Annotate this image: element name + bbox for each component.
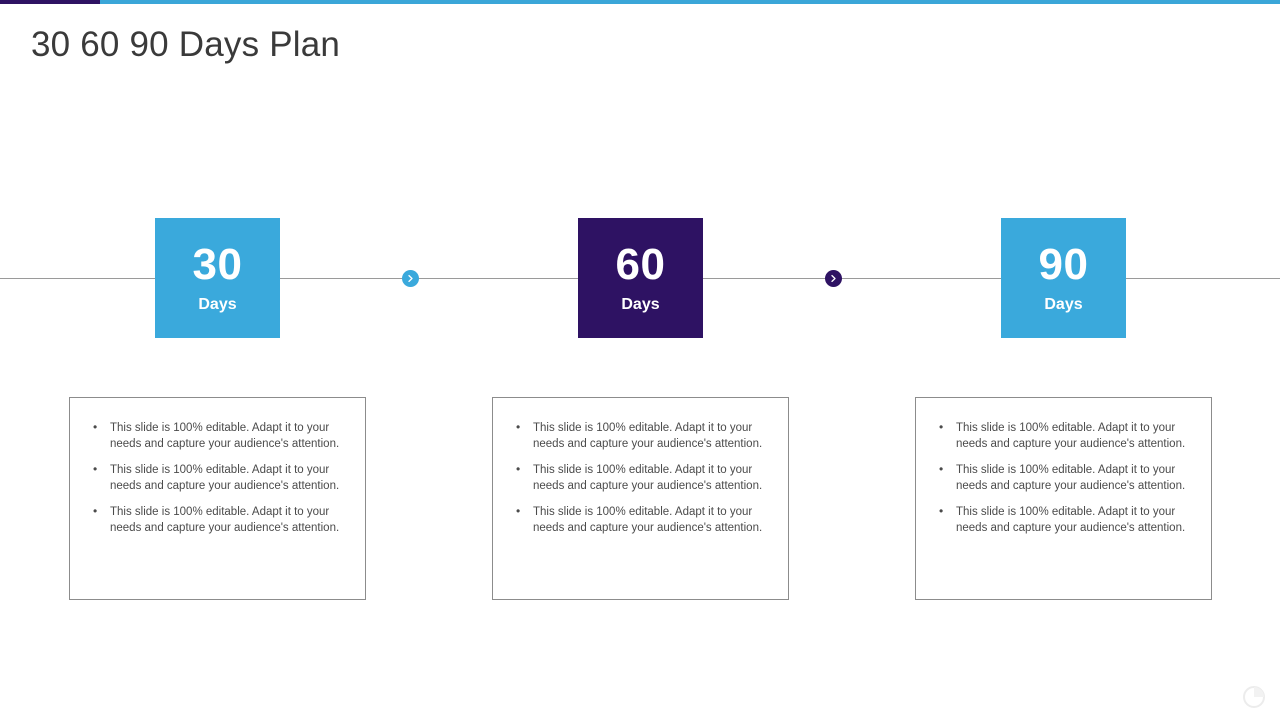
bullet-list: [493, 398, 788, 536]
chevron-right-icon: [402, 270, 419, 287]
milestone-number: 60: [615, 240, 666, 289]
bullet-list: [916, 398, 1211, 536]
milestone-unit: Days: [621, 296, 660, 313]
top-accent-segment-light: [100, 0, 1280, 4]
top-accent-bar: [0, 0, 1280, 4]
milestone-30[interactable]: [155, 218, 280, 338]
milestone-unit: Days: [198, 296, 237, 313]
corner-watermark-icon: [1240, 684, 1274, 714]
content-box-90: [915, 397, 1212, 600]
list-item: • This slide is 100% editable. Adapt it to your needs and capture your audience's attention.: [507, 504, 774, 536]
list-item: • This slide is 100% editable. Adapt it to your needs and capture your audience's attention.: [507, 420, 774, 452]
bullet-list: [70, 398, 365, 536]
list-item: • This slide is 100% editable. Adapt it to your needs and capture your audience's attention.: [930, 504, 1197, 536]
content-box-30: [69, 397, 366, 600]
top-accent-segment-dark: [0, 0, 100, 4]
list-item: • This slide is 100% editable. Adapt it to your needs and capture your audience's attention.: [84, 462, 351, 494]
milestone-number: 90: [1038, 240, 1089, 289]
milestone-number: 30: [192, 240, 243, 289]
page-title: 30 60 90 Days Plan: [31, 25, 341, 64]
milestone-60[interactable]: [578, 218, 703, 338]
list-item: • This slide is 100% editable. Adapt it to your needs and capture your audience's attention.: [930, 420, 1197, 452]
milestone-unit: Days: [1044, 296, 1083, 313]
content-box-60: [492, 397, 789, 600]
list-item: • This slide is 100% editable. Adapt it to your needs and capture your audience's attention.: [84, 420, 351, 452]
milestone-90[interactable]: [1001, 218, 1126, 338]
list-item: • This slide is 100% editable. Adapt it to your needs and capture your audience's attention.: [507, 462, 774, 494]
list-item: • This slide is 100% editable. Adapt it to your needs and capture your audience's attention.: [930, 462, 1197, 494]
chevron-right-icon: [825, 270, 842, 287]
list-item: • This slide is 100% editable. Adapt it to your needs and capture your audience's attention.: [84, 504, 351, 536]
